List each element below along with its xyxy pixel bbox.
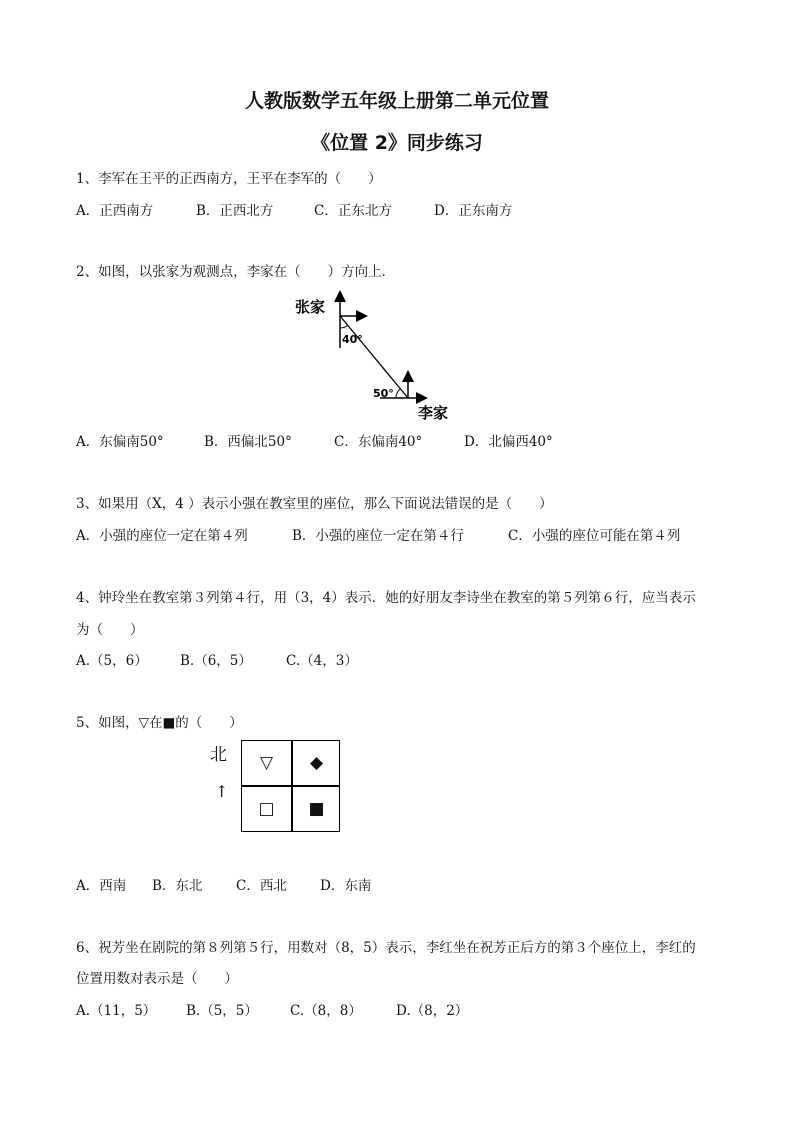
question-1-options: [76, 199, 512, 219]
question-6-option-d: D.（8，2）: [396, 1003, 469, 1019]
question-6-stem-continued: 位置用数对表示是（ ）: [76, 971, 238, 987]
position-grid: [241, 740, 340, 832]
question-2-stem: 2、如图，以张家为观测点，李家在（ ）方向上．: [76, 264, 396, 280]
question-1-option-a: A．正西南方: [76, 203, 154, 219]
question-1-option-d: D．正东南方: [434, 203, 513, 219]
question-6-option-c: C.（8，8）: [290, 1003, 362, 1019]
angle-arc-bottom: [396, 389, 400, 398]
question-4-option-c: C.（4，3）: [286, 653, 358, 669]
question-2-option-b: B．西偏北50°: [204, 434, 292, 450]
label-li-home: 李家: [418, 404, 449, 422]
question-3-option-a: A．小强的座位一定在第４列: [76, 528, 248, 544]
question-2-options: [76, 430, 553, 450]
question-5-option-c: C．西北: [236, 878, 287, 894]
question-5-stem: 5、如图，▽在■的（ ）: [76, 715, 243, 731]
question-3-options: [76, 524, 680, 544]
question-4-stem: 4、钟玲坐在教室第３列第４行，用（3，4）表示．她的好朋友李诗坐在教室的第５列第６行，应当表示: [76, 590, 696, 606]
grid-cell-top-right: ◆: [309, 753, 324, 773]
question-5-option-d: D．东南: [320, 878, 372, 894]
question-2-option-d: D．北偏西40°: [464, 434, 553, 450]
north-label: 北: [210, 745, 227, 765]
grid-cell-bottom-left: □: [258, 799, 275, 819]
question-6-option-b: B.（5，5）: [186, 1003, 258, 1019]
north-arrow-icon: ↑: [215, 782, 229, 801]
question-6-option-a: A.（11，5）: [76, 1003, 157, 1019]
question-5-option-a: A．西南: [76, 878, 127, 894]
worksheet-title: 人教版数学五年级上册第二单元位置: [244, 90, 549, 112]
angle-arc-top: [340, 325, 348, 328]
question-6-stem: 6、祝芳坐在剧院的第８列第５行，用数对（8，5）表示，李红坐在祝芳正后方的第３个座位上，李红的: [76, 940, 696, 956]
question-3-stem: 3、如果用（X，4 ）表示小强在教室里的座位，那么下面说法错误的是（ ）: [76, 496, 553, 512]
grid-cell-bottom-right: ■: [308, 799, 325, 819]
grid-cell-top-left: ▽: [259, 753, 274, 773]
question-4-stem-continued: 为（ ）: [76, 622, 144, 638]
question-4-options: [76, 649, 358, 669]
question-1-stem: 1、李军在王平的正西南方，王平在李军的（ ）: [76, 171, 382, 187]
question-1-option-c: C．正东北方: [314, 203, 392, 219]
question-5-option-b: B．东北: [152, 878, 203, 894]
direction-diagram: [290, 290, 470, 425]
question-4-option-b: B.（6，5）: [180, 653, 252, 669]
question-2-option-c: C．东偏南40°: [334, 434, 423, 450]
question-1-option-b: B．正西北方: [196, 203, 274, 219]
bearing-line: [340, 316, 408, 398]
worksheet-subtitle: 《位置 2》同步练习: [311, 132, 483, 154]
question-2-option-a: A．东偏南50°: [76, 434, 164, 450]
question-4-option-a: A.（5，6）: [76, 653, 148, 669]
label-angle-50: 50°: [373, 387, 394, 400]
question-3-option-c: C．小强的座位可能在第４列: [508, 528, 681, 544]
question-6-options: [76, 999, 468, 1019]
label-angle-40: 40°: [342, 333, 363, 346]
question-5-options: [76, 874, 371, 894]
question-3-option-b: B．小强的座位一定在第４行: [292, 528, 464, 544]
label-zhang-home: 张家: [295, 298, 326, 316]
